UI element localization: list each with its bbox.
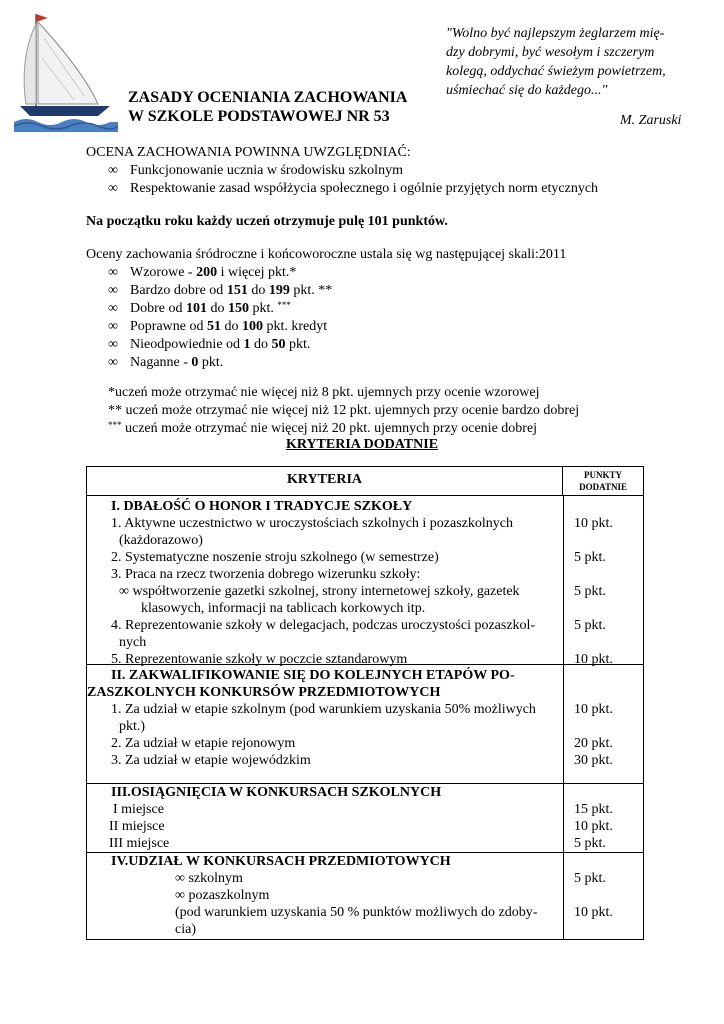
quote-line: kolegą, oddychać świeżym powietrzem, <box>446 64 666 79</box>
intro-bullet: Respektowanie zasad współżycia społecznego i ogólnie przyjętych norm etycznych <box>130 181 599 196</box>
points-value: 20 pkt. <box>574 736 613 751</box>
criterion-line: (każdorazowo) <box>119 533 203 548</box>
section-row <box>87 853 644 940</box>
points-value: 5 pkt. <box>574 584 606 599</box>
criterion-line: ∞ pozaszkolnym <box>175 888 270 903</box>
quote-author: M. Zaruski <box>620 113 682 128</box>
section-subject-competitions <box>87 853 643 939</box>
points-value: 5 pkt. <box>574 871 606 886</box>
title-line-1: ZASADY OCENIANIA ZACHOWANIA <box>128 89 408 106</box>
points-value: 5 pkt. <box>574 550 606 565</box>
start-points-note: Na początku roku każdy uczeń otrzymuje pulę 101 punktów. <box>86 214 448 229</box>
bullet-icon: ∞ <box>108 319 118 334</box>
table-header-row <box>87 467 644 496</box>
criterion-line: ∞ szkolnym <box>175 871 243 886</box>
criterion-line: (pod warunkiem uzyskania 50 % punktów możliwych do zdoby- <box>175 905 538 920</box>
section-row <box>87 784 644 853</box>
criterion-line: III miejsce <box>109 836 170 851</box>
bullet-icon: ∞ <box>108 337 118 352</box>
bullet-icon: ∞ <box>108 163 118 178</box>
section-school-competitions <box>87 784 643 852</box>
section-title: IV.UDZIAŁ W KONKURSACH PRZEDMIOTOWYCH <box>111 854 451 869</box>
section-row <box>87 665 644 784</box>
scale-item: Dobre od 101 do 150 pkt. *** <box>130 300 291 316</box>
criterion-line: pkt.) <box>119 719 146 734</box>
sailboat-logo <box>14 8 118 132</box>
scale-item: Wzorowe - 200 i więcej pkt.* <box>130 265 297 280</box>
criterion-line: nych <box>119 635 147 650</box>
criterion-line: I miejsce <box>113 802 164 817</box>
criteria-table <box>86 466 644 940</box>
scale-note: *** uczeń może otrzymać nie więcej niż 20 pkt. ujemnych przy ocenie dobrej <box>108 420 538 436</box>
bullet-icon: ∞ <box>108 283 118 298</box>
points-value: 30 pkt. <box>574 753 613 768</box>
criterion-line: 4. Reprezentowanie szkoły w delegacjach, podczas uroczystości pozaszkol- <box>111 618 536 633</box>
scale-heading: Oceny zachowania śródroczne i końcoworoczne ustala się wg następującej skali:2011 <box>86 247 567 262</box>
criterion-line: ∞ współtworzenie gazetki szkolnej, strony internetowej szkoły, gazetek <box>119 584 520 599</box>
section-honor <box>87 496 643 667</box>
scale-item: Poprawne od 51 do 100 pkt. kredyt <box>130 319 328 334</box>
criterion-line: 2. Za udział w etapie rejonowym <box>111 736 296 751</box>
points-value: 15 pkt. <box>574 802 613 817</box>
points-value: 10 pkt. <box>574 905 613 920</box>
scale-item: Naganne - 0 pkt. <box>130 355 224 370</box>
criterion-line: 2. Systematyczne noszenie stroju szkolnego (w semestrze) <box>111 550 439 565</box>
points-value: 10 pkt. <box>574 702 613 717</box>
scale-note: *uczeń może otrzymać nie więcej niż 8 pkt. ujemnych przy ocenie wzorowej <box>108 385 540 400</box>
bullet-icon: ∞ <box>108 355 118 370</box>
section-title: ZASZKOLNYCH KONKURSÓW PRZEDMIOTOWYCH <box>87 685 441 700</box>
section-competitions-stages <box>87 665 643 783</box>
section-title: II. ZAKWALIFIKOWANIE SIĘ DO KOLEJNYCH ETAPÓW PO- <box>111 668 515 683</box>
points-value: 10 pkt. <box>574 819 613 834</box>
bullet-icon: ∞ <box>108 181 118 196</box>
bullet-icon: ∞ <box>108 301 118 316</box>
title-line-2: W SZKOLE PODSTAWOWEJ NR 53 <box>128 108 390 125</box>
quote-line: "Wolno być najlepszym żeglarzem mię- <box>446 26 665 41</box>
points-value: 5 pkt. <box>574 618 606 633</box>
quote-line: uśmiechać się do każdego..." <box>446 83 608 98</box>
criterion-line: 3. Praca na rzecz tworzenia dobrego wizerunku szkoły: <box>111 567 421 582</box>
criterion-line: klasowych, informacji na tablicach korkowych itp. <box>141 601 426 616</box>
points-column-header: PUNKTY DODATNIE <box>563 467 644 496</box>
points-value: 5 pkt. <box>574 836 606 851</box>
points-value: 10 pkt. <box>574 652 613 667</box>
quote-line: dzy dobrymi, być wesołym i szczerym <box>446 45 655 60</box>
scale-note: ** uczeń może otrzymać nie więcej niż 12 pkt. ujemnych przy ocenie bardzo dobrej <box>108 403 580 418</box>
document-title <box>128 88 407 126</box>
scale-item: Nieodpowiednie od 1 do 50 pkt. <box>130 337 311 352</box>
intro-heading: OCENA ZACHOWANIA POWINNA UWZGLĘDNIAĆ: <box>86 145 411 160</box>
criterion-line: cia) <box>175 922 196 937</box>
criterion-line: 3. Za udział w etapie wojewódzkim <box>111 753 311 768</box>
section-row <box>87 496 644 665</box>
bullet-icon: ∞ <box>108 265 118 280</box>
section-title: III.OSIĄGNIĘCIA W KONKURSACH SZKOLNYCH <box>111 785 442 800</box>
criterion-line: 1. Za udział w etapie szkolnym (pod warunkiem uzyskania 50% możliwych <box>111 702 536 717</box>
criterion-line: 5. Reprezentowanie szkoły w poczcie sztandarowym <box>111 652 408 667</box>
motto-quote <box>446 24 696 100</box>
section-title: I. DBAŁOŚĆ O HONOR I TRADYCJE SZKOŁY <box>111 499 413 514</box>
intro-bullet: Funkcjonowanie ucznia w środowisku szkolnym <box>130 163 403 178</box>
criteria-column-header: KRYTERIA <box>87 467 563 496</box>
criterion-line: II miejsce <box>109 819 165 834</box>
criteria-heading: KRYTERIA DODATNIE <box>285 437 439 452</box>
scale-item: Bardzo dobre od 151 do 199 pkt. ** <box>130 283 333 298</box>
points-value: 10 pkt. <box>574 516 613 531</box>
criterion-line: 1. Aktywne uczestnictwo w uroczystościach szkolnych i pozaszkolnych <box>111 516 514 531</box>
